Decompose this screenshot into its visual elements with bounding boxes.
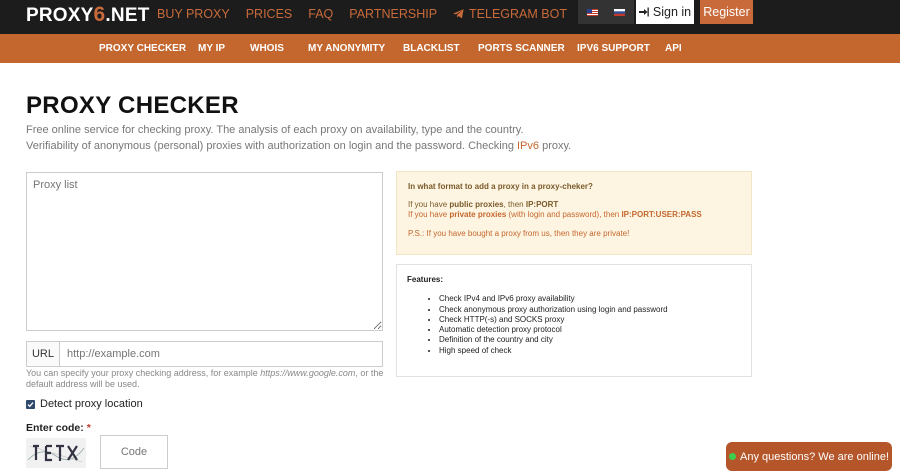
language-en-button[interactable]: [578, 0, 607, 24]
detect-location-checkbox[interactable]: [26, 400, 35, 409]
nav-telegram-bot[interactable]: [453, 7, 567, 21]
nav-prices[interactable]: PRICES: [245, 7, 293, 21]
live-chat-label: Any questions? We are online!: [740, 450, 889, 463]
proxy-list-input[interactable]: [26, 172, 383, 331]
required-mark: *: [86, 422, 91, 434]
language-ru-button[interactable]: [605, 0, 634, 24]
detect-location-option[interactable]: [26, 398, 143, 410]
feature-item: • Check HTTP(-s) and SOCKS proxy: [439, 315, 741, 325]
tab-my-anonymity[interactable]: MY ANONYMITY: [308, 43, 386, 54]
info-ps: P.S.: If you have bought a proxy from us, then they are private!: [408, 229, 630, 238]
live-chat-button[interactable]: [726, 442, 892, 471]
register-button[interactable]: Register: [700, 0, 753, 24]
info-public-line: If you have public proxies, then IP:PORT: [408, 200, 559, 209]
info-private-line: If you have private proxies (with login and password), then IP:PORT:USER:PASS: [408, 210, 702, 219]
description-line-1: Free online service for checking proxy. The analysis of each proxy on availability, type and the country.: [26, 124, 524, 136]
feature-item: • Automatic detection proxy protocol: [439, 325, 741, 335]
url-field-group: [26, 341, 383, 367]
logo[interactable]: PROXY6.NET: [26, 3, 150, 26]
nav-telegram-label: TELEGRAM BOT: [469, 7, 567, 21]
info-title: In what format to add a proxy in a proxy-cheker?: [408, 182, 593, 191]
tab-api[interactable]: API: [665, 43, 682, 54]
online-status-icon: [729, 453, 736, 460]
sign-in-label: Sign in: [652, 5, 692, 19]
tab-whois[interactable]: WHOIS: [250, 43, 284, 54]
nav-buy-proxy[interactable]: BUY PROXY: [157, 7, 230, 21]
nav-faq[interactable]: FAQ: [308, 7, 334, 21]
format-info-box: [396, 171, 752, 255]
ipv6-link[interactable]: IPv6: [517, 140, 540, 152]
sign-in-icon: [639, 7, 649, 17]
feature-item: • High speed of check: [439, 346, 741, 356]
feature-item: • Definition of the country and city: [439, 335, 741, 345]
top-nav: [157, 0, 583, 28]
feature-item: • Check anonymous proxy authorization using login and password: [439, 305, 741, 315]
captcha-image: [26, 438, 86, 468]
description-line-2: Verifiability of anonymous (personal) proxies with authorization on login and the password. Checking IPv6 proxy.: [26, 140, 572, 152]
url-hint: You can specify your proxy checking address, for example https://www.google.com, or the default address will be used.: [26, 368, 384, 389]
tab-proxy-checker[interactable]: PROXY CHECKER: [99, 43, 187, 54]
nav-partnership[interactable]: PARTNERSHIP: [349, 7, 438, 21]
tab-ipv6-support[interactable]: IPV6 SUPPORT: [577, 43, 650, 54]
tab-ports-scanner[interactable]: PORTS SCANNER: [478, 43, 565, 54]
us-flag-icon: [587, 9, 598, 16]
tools-nav: [0, 34, 900, 63]
features-title: Features:: [407, 275, 444, 284]
detect-location-label: Detect proxy location: [40, 398, 143, 410]
captcha-code-input[interactable]: [100, 435, 168, 469]
page-title: PROXY CHECKER: [26, 92, 239, 119]
checkmark-icon: [27, 401, 34, 408]
features-box: [396, 264, 752, 377]
top-bar: [0, 0, 900, 34]
tab-my-ip[interactable]: MY IP: [198, 43, 226, 54]
page-description: [26, 122, 726, 154]
feature-item: • Check IPv4 and IPv6 proxy availability: [439, 294, 741, 304]
telegram-icon: [453, 9, 464, 19]
tab-blacklist[interactable]: BLACKLIST: [403, 43, 460, 54]
url-label: URL: [27, 342, 60, 366]
enter-code-label: Enter code: *: [26, 422, 91, 434]
url-input[interactable]: [60, 342, 382, 366]
ru-flag-icon: [614, 9, 625, 16]
sign-in-button[interactable]: [636, 0, 694, 24]
features-list: [407, 294, 741, 356]
